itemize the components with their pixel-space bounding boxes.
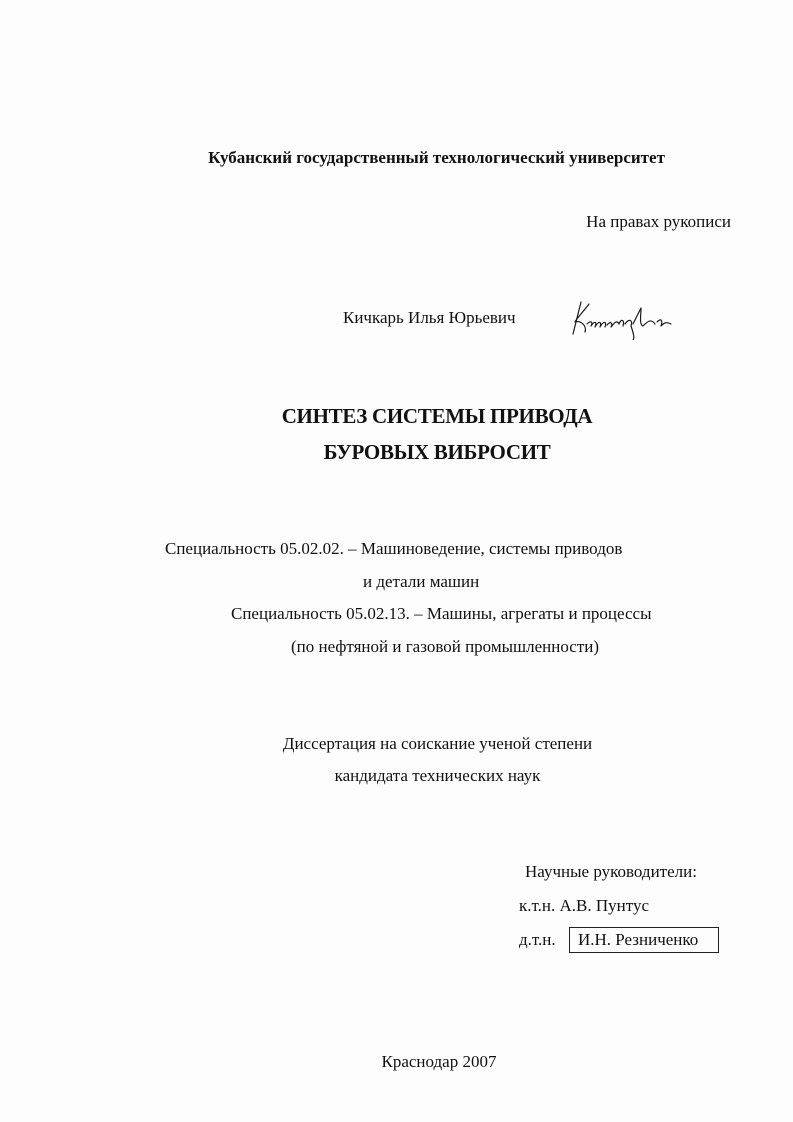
university-name: Кубанский государственный технологический университет — [208, 148, 665, 167]
degree-statement-line-2: кандидата технических наук — [334, 766, 541, 785]
degree-statement-line-1: Диссертация на соискание ученой степени — [282, 734, 593, 753]
dissertation-title-line-2: БУРОВЫХ ВИБРОСИТ — [323, 440, 551, 464]
supervisor-1: к.т.н. А.В. Пунтус — [519, 896, 649, 915]
manuscript-note: На правах рукописи — [586, 212, 731, 231]
supervisor-2-name-box: И.Н. Резниченко — [569, 927, 719, 953]
supervisor-2-degree: д.т.н. — [519, 930, 556, 949]
specialty-2-line-2: (по нефтяной и газовой промышленности) — [291, 637, 600, 656]
author-name: Кичкарь Илья Юрьевич — [343, 308, 516, 327]
author-signature — [567, 298, 685, 340]
specialty-1-line-1: Специальность 05.02.02. – Машиноведение, системы приводов — [165, 539, 623, 558]
supervisors-heading: Научные руководители: — [525, 862, 697, 881]
specialty-1-line-2: и детали машин — [363, 572, 480, 591]
city-year: Краснодар 2007 — [381, 1052, 497, 1071]
dissertation-title-line-1: СИНТЕЗ СИСТЕМЫ ПРИВОДА — [281, 404, 593, 428]
specialty-2-line-1: Специальность 05.02.13. – Машины, агрегаты и процессы — [231, 604, 652, 623]
